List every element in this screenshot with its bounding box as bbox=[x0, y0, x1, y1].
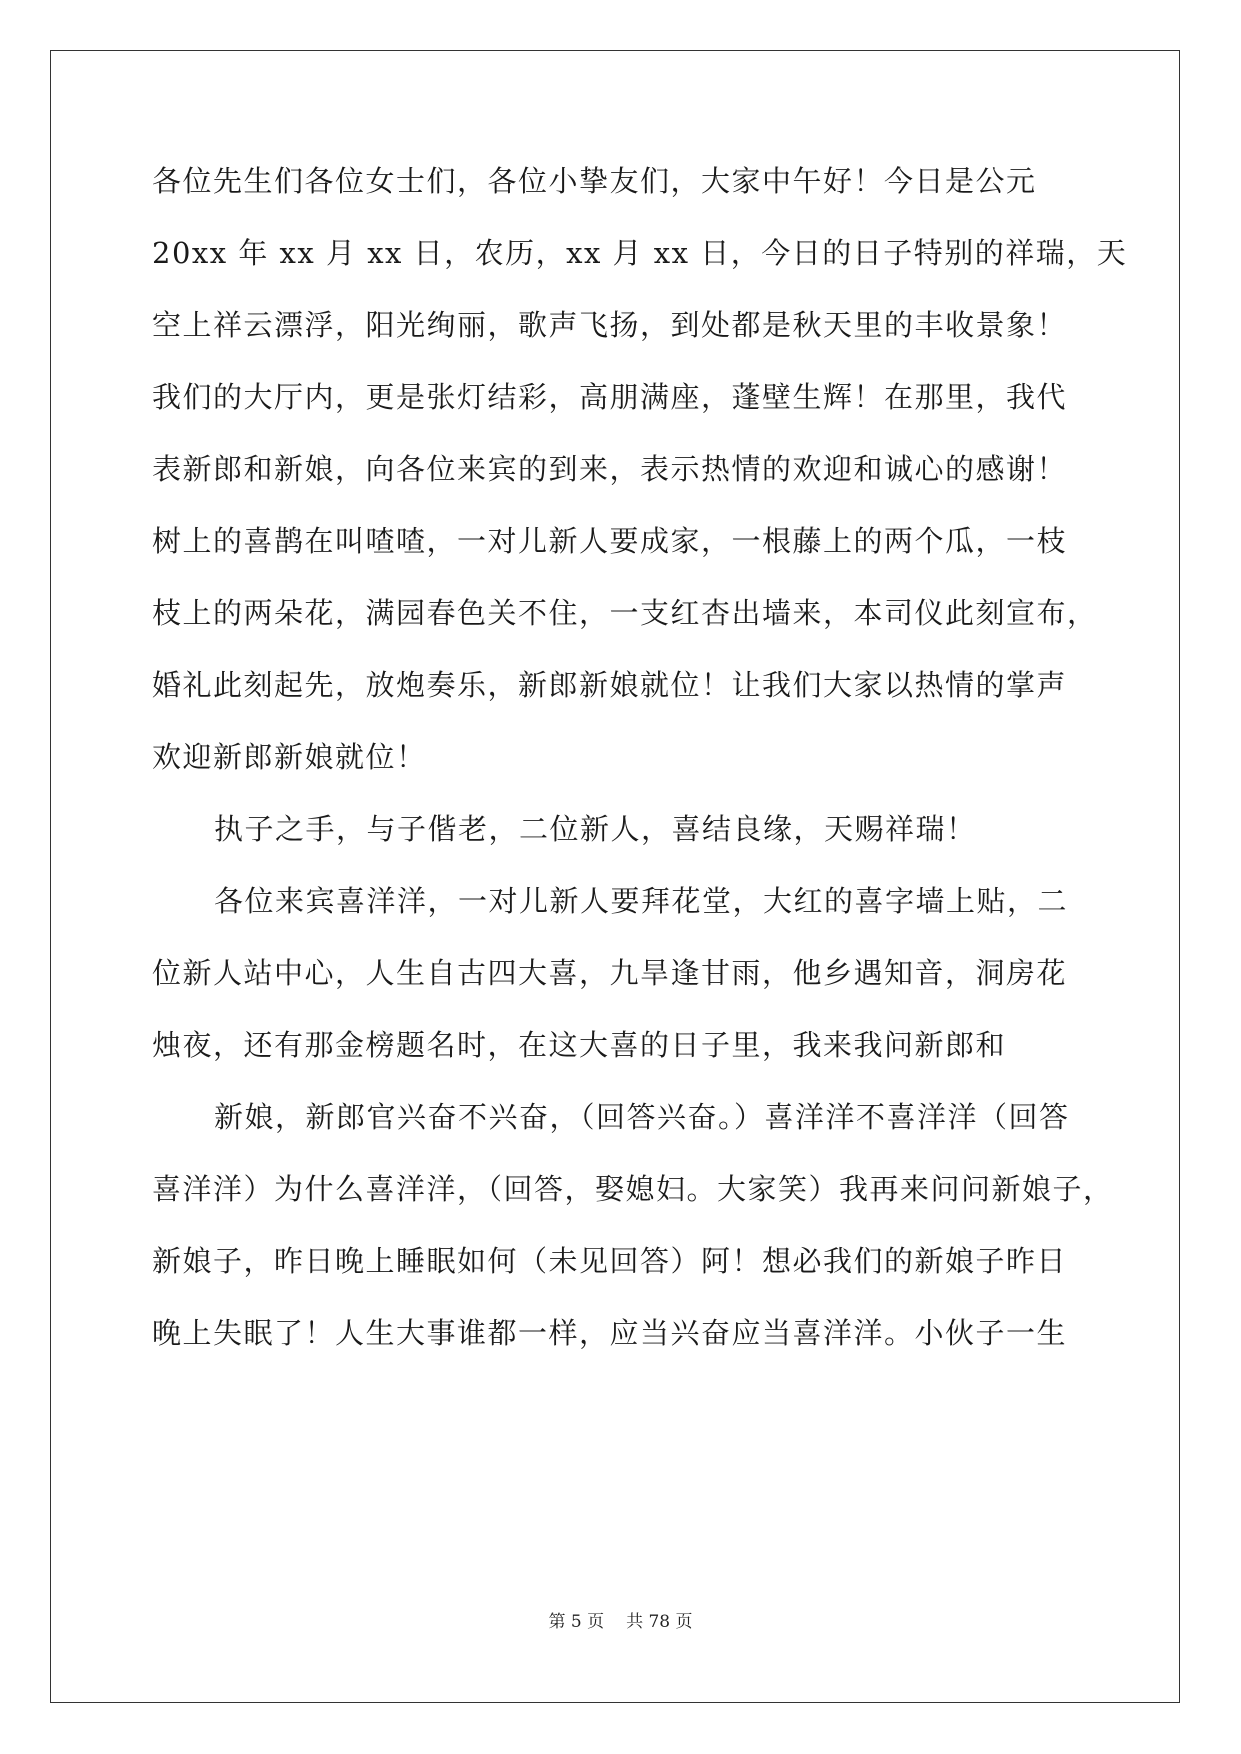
page-number: 第 5 页 bbox=[548, 1612, 605, 1632]
text-line: 新娘，新郎官兴奋不兴奋，（回答兴奋。）喜洋洋不喜洋洋（回答 bbox=[214, 1100, 1070, 1134]
page-footer bbox=[0, 1607, 1241, 1632]
text-line: 我们的大厅内，更是张灯结彩，高朋满座，蓬壁生辉！在那里，我代 bbox=[152, 380, 1068, 414]
text-line: 空上祥云漂浮，阳光绚丽，歌声飞扬，到处都是秋天里的丰收景象！ bbox=[152, 308, 1068, 342]
text-line: 晚上失眠了！人生大事谁都一样，应当兴奋应当喜洋洋。小伙子一生 bbox=[152, 1316, 1068, 1350]
text-line: 烛夜，还有那金榜题名时，在这大喜的日子里，我来我问新郎和 bbox=[152, 1028, 1007, 1062]
text-line: 各位先生们各位女士们，各位小挚友们，大家中午好！今日是公元 bbox=[152, 164, 1037, 198]
text-line: 欢迎新郎新娘就位！ bbox=[152, 740, 427, 774]
text-line: 树上的喜鹊在叫喳喳，一对儿新人要成家，一根藤上的两个瓜，一枝 bbox=[152, 524, 1068, 558]
text-line: 表新郎和新娘，向各位来宾的到来，表示热情的欢迎和诚心的感谢！ bbox=[152, 452, 1068, 486]
text-line: 喜洋洋）为什么喜洋洋，（回答，娶媳妇。大家笑）我再来问问新娘子， bbox=[152, 1172, 1114, 1206]
page-total: 共 78 页 bbox=[626, 1612, 693, 1632]
page-frame bbox=[50, 50, 1180, 1703]
text-line: 位新人站中心，人生自古四大喜，九旱逢甘雨，他乡遇知音，洞房花 bbox=[152, 956, 1068, 990]
text-line: 执子之手，与子偕老，二位新人，喜结良缘，天赐祥瑞！ bbox=[214, 812, 977, 846]
text-line: 20xx 年 xx 月 xx 日，农历，xx 月 xx 日，今日的日子特别的祥瑞，天 bbox=[152, 236, 1128, 270]
text-line: 婚礼此刻起先，放炮奏乐，新郎新娘就位！让我们大家以热情的掌声 bbox=[152, 668, 1068, 702]
text-line: 各位来宾喜洋洋，一对儿新人要拜花堂，大红的喜字墙上贴，二 bbox=[214, 884, 1069, 918]
text-line: 枝上的两朵花，满园春色关不住，一支红杏出墙来，本司仪此刻宣布， bbox=[152, 596, 1098, 630]
text-line: 新娘子，昨日晚上睡眠如何（未见回答）阿！想必我们的新娘子昨日 bbox=[152, 1244, 1068, 1278]
